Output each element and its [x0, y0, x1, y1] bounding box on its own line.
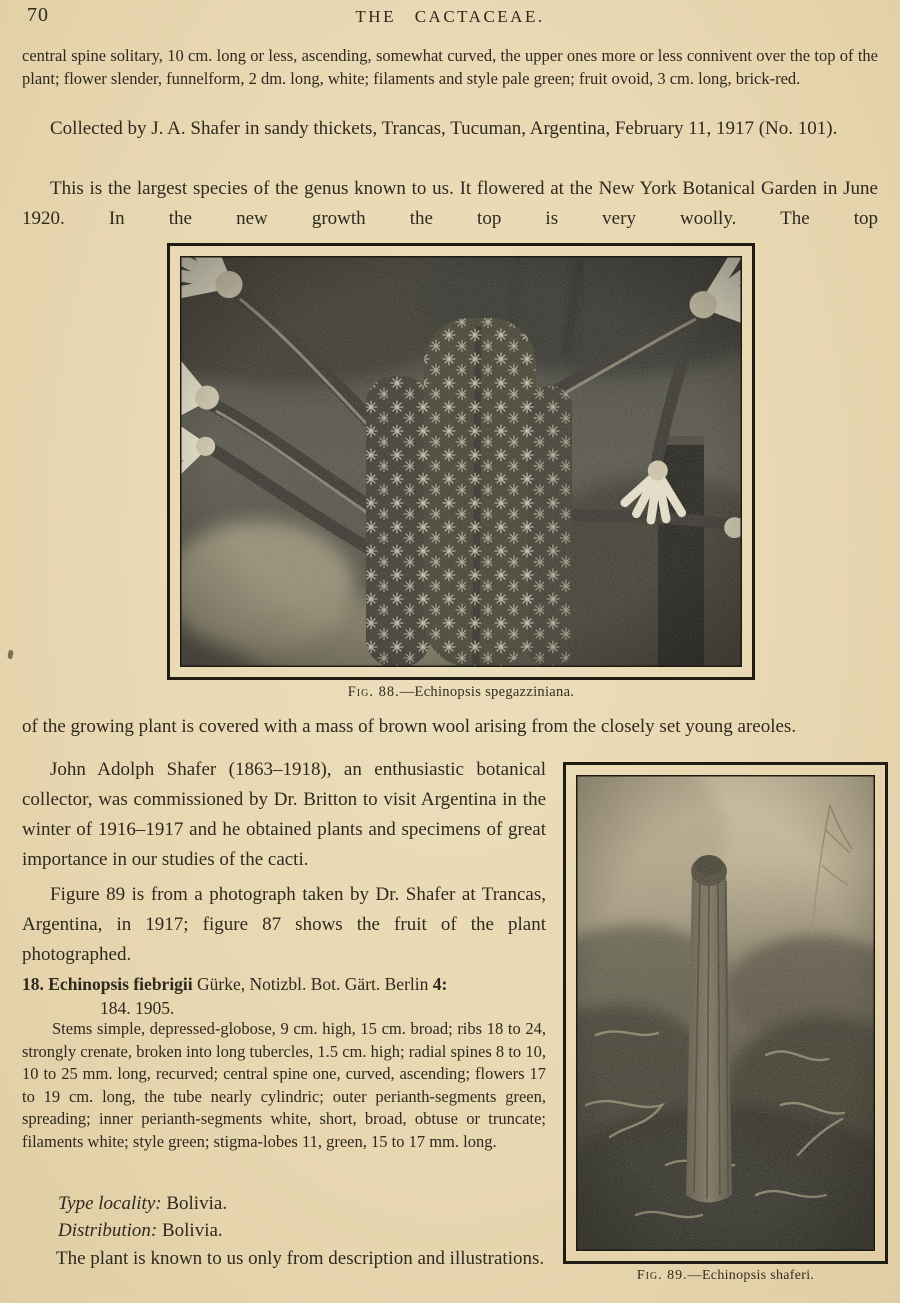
species-volume: 4:: [432, 974, 448, 994]
distribution-line: [58, 1217, 546, 1244]
margin-ink-mark: [7, 650, 14, 660]
body-paragraph-shafer-bio: John Adolph Shafer (1863–1918), an enthusiastic botanical collector, was commissioned by Dr. Britton to visit Argentina in the winter of 1916–1917 and he obtained plants and specimens of great importance in our studies of the cacti.: [22, 759, 546, 870]
species-authority: Gürke, Notizbl. Bot. Gärt. Berlin: [197, 974, 429, 994]
fig89-photo-cactus-in-brush: [576, 775, 875, 1251]
fig88-caption: [167, 684, 755, 701]
body-paragraph-figure-refs: Figure 89 is from a photograph taken by Dr. Shafer at Trancas, Argentina, in 1917; figure 87 shows the fruit of the plant photographed.: [22, 884, 546, 965]
fig88-caption-label: Fig. 88.: [347, 684, 400, 700]
species-heading-line1: [22, 972, 546, 996]
fig89-caption-title: —Echinopsis shaferi.: [687, 1268, 815, 1283]
fig88-caption-title: —Echinopsis spegazziniana.: [399, 684, 575, 700]
figure-89: [563, 762, 888, 1284]
species-description: Stems simple, depressed-globose, 9 cm. high, 15 cm. broad; ribs 18 to 24, strongly crenate, broken into long tubercles, 1.5 cm. high; radial spines 8 to 10, 10 to 25 mm. long, recurved; central spine one, curved, ascending; flowers 17 to 19 cm. long, the tube nearly cylindric; outer perianth-segments green, spreading; inner perianth-segments white, short, broad, obtuse or truncate; filaments white; style green; stigma-lobes 11, green, 15 to 17 mm. long.: [22, 1019, 546, 1151]
type-locality-value: Bolivia.: [166, 1193, 228, 1214]
species-heading-line2: 184. 1905.: [100, 998, 175, 1018]
body-paragraph-closing: The plant is known to us only from description and illustrations.: [56, 1248, 545, 1269]
body-paragraph-collected: Collected by J. A. Shafer in sandy thickets, Trancas, Tucuman, Argentina, February 11, 1917 (No. 101).: [50, 118, 838, 139]
type-locality-line: [58, 1190, 546, 1217]
body-paragraph-species-tail: central spine solitary, 10 cm. long or less, ascending, somewhat curved, the upper ones more or less connivent over the top of the plant; flower slender, funnelform, 2 dm. long, white; filaments and style pale green; fruit ovoid, 3 cm. long, brick-red.: [22, 46, 878, 88]
fig88-photo-cactus-with-flowers: [180, 256, 742, 667]
fig89-caption: [563, 1268, 888, 1284]
page-number: 70: [27, 4, 49, 26]
body-paragraph-largest-species: This is the largest species of the genus known to us. It flowered at the New York Botanical Garden in June 1920. In the new growth the top is very woolly. The top: [22, 178, 878, 229]
distribution-label: Distribution:: [58, 1220, 158, 1241]
figure-88: [167, 243, 755, 701]
type-locality-block: [22, 1190, 546, 1244]
fig89-caption-label: Fig. 89.: [636, 1268, 688, 1283]
body-paragraph-growing-plant: of the growing plant is covered with a mass of brown wool arising from the closely set young areoles.: [22, 716, 797, 737]
species-heading: [22, 972, 546, 1020]
fig88-photo-frame: [167, 243, 755, 680]
distribution-value: Bolivia.: [161, 1220, 223, 1241]
fig89-photo-frame: [563, 762, 888, 1264]
species-number-and-name: 18. Echinopsis fiebrigii: [22, 974, 193, 994]
type-locality-label: Type locality:: [58, 1193, 162, 1214]
running-title: THE CACTACEAE.: [355, 7, 545, 26]
